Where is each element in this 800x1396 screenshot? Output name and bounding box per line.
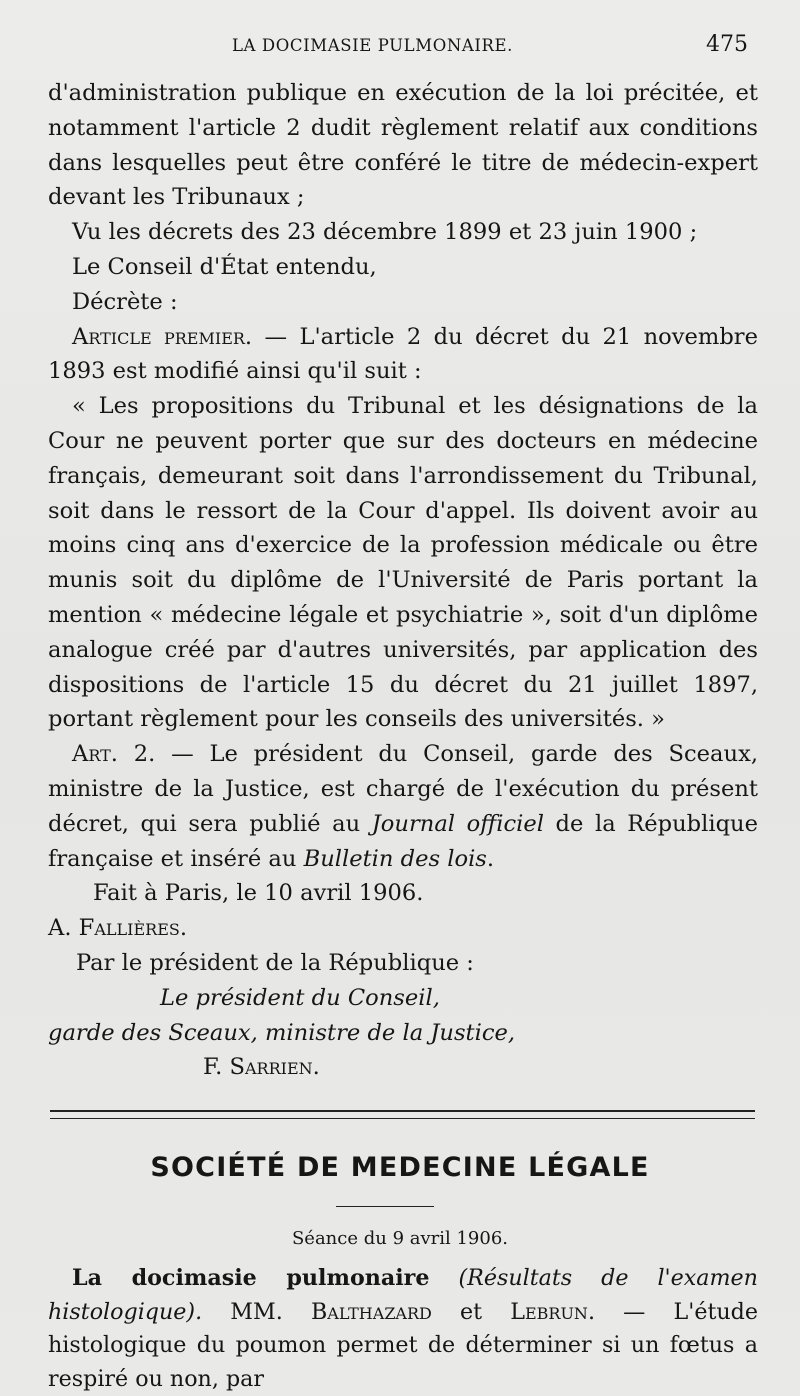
decree-paragraph: d'administration publique en exécution de la loi précitée, et notamment l'article 2 dudit règlement relatif aux conditions dans lesquelles peut être conféré le titre de médecin-expert devant les Tribunaux ; — [48, 80, 758, 211]
authors-prefix: MM. — [202, 1298, 311, 1325]
article-2 — [48, 737, 758, 876]
author-name: Lebrun — [510, 1298, 588, 1325]
signature-fallieres: A. Fallières. — [48, 915, 188, 942]
section-title: SOCIÉTÉ DE MEDECINE LÉGALE — [150, 1152, 650, 1183]
author-name: Balthazard — [310, 1298, 432, 1325]
decree-paragraph: Décrète : — [72, 288, 178, 315]
article-title: La docimasie pulmonaire — [72, 1265, 430, 1291]
signature-par: Par le président de la République : — [76, 949, 474, 976]
rule-line — [50, 1118, 755, 1119]
article-text: — L'article 2 du décret du 21 novembre 1893 est modifié ainsi qu'il suit : — [48, 323, 758, 385]
article-subtitle: (Résultats de l'examen histologique). — [48, 1265, 758, 1325]
article-label: Art. 2. — [72, 741, 156, 768]
article-text: . — [486, 845, 495, 872]
signature-sarrien: F. Sarrien. — [203, 1054, 320, 1081]
article-premier — [48, 320, 758, 390]
signature-date: Fait à Paris, le 10 avril 1906. — [93, 880, 424, 907]
decree-body — [48, 76, 758, 1085]
signature-garde: garde des Sceaux, ministre de la Justice, — [48, 1019, 516, 1046]
rule-line — [50, 1110, 755, 1112]
article-body — [48, 1262, 758, 1396]
article-paragraph — [48, 1262, 758, 1396]
bulletin-des-lois: Bulletin des lois — [303, 845, 487, 872]
signature-president: Le président du Conseil, — [160, 984, 440, 1011]
article-text: . — L'étude histologique du poumon permet de déterminer si un fœtus a respiré ou non, par — [48, 1298, 758, 1392]
short-rule — [336, 1206, 434, 1207]
journal-officiel: Journal officiel — [371, 810, 544, 837]
article-label: Article premier. — [72, 323, 253, 350]
article-text: de la République française et inséré au — [48, 810, 758, 872]
decree-paragraph: Vu les décrets des 23 décembre 1899 et 23 juin 1900 ; — [72, 219, 698, 246]
article-text: — Le président du Conseil, garde des Sceaux, ministre de la Justice, est chargé de l'exécution du présent décret, qui sera publié au — [48, 741, 759, 837]
authors-and: et — [431, 1298, 511, 1325]
seance-date: Séance du 9 avril 1906. — [291, 1228, 509, 1249]
decree-paragraph: Le Conseil d'État entendu, — [72, 253, 377, 280]
page-header — [0, 32, 800, 66]
double-rule — [50, 1110, 755, 1124]
running-title: LA DOCIMASIE PULMONAIRE. — [232, 36, 514, 55]
page-number: 475 — [706, 32, 748, 57]
decree-quote: « Les propositions du Tribunal et les désignations de la Cour ne peuvent porter que sur des docteurs en médecine français, demeurant soit dans l'arrondissement du Tribunal, soit dans le ressort de la Cour d'appel. Ils doivent avoir au moins cinq ans d'exercice de la profession médicale ou être munis soit du diplôme de l'Université de Paris portant la mention « médecine légale et psychiatrie », soit d'un diplôme analogue créé par d'autres universités, par application des dispositions de l'article 15 du décret du 21 juillet 1897, portant règlement pour les conseils des universités. » — [48, 393, 758, 733]
